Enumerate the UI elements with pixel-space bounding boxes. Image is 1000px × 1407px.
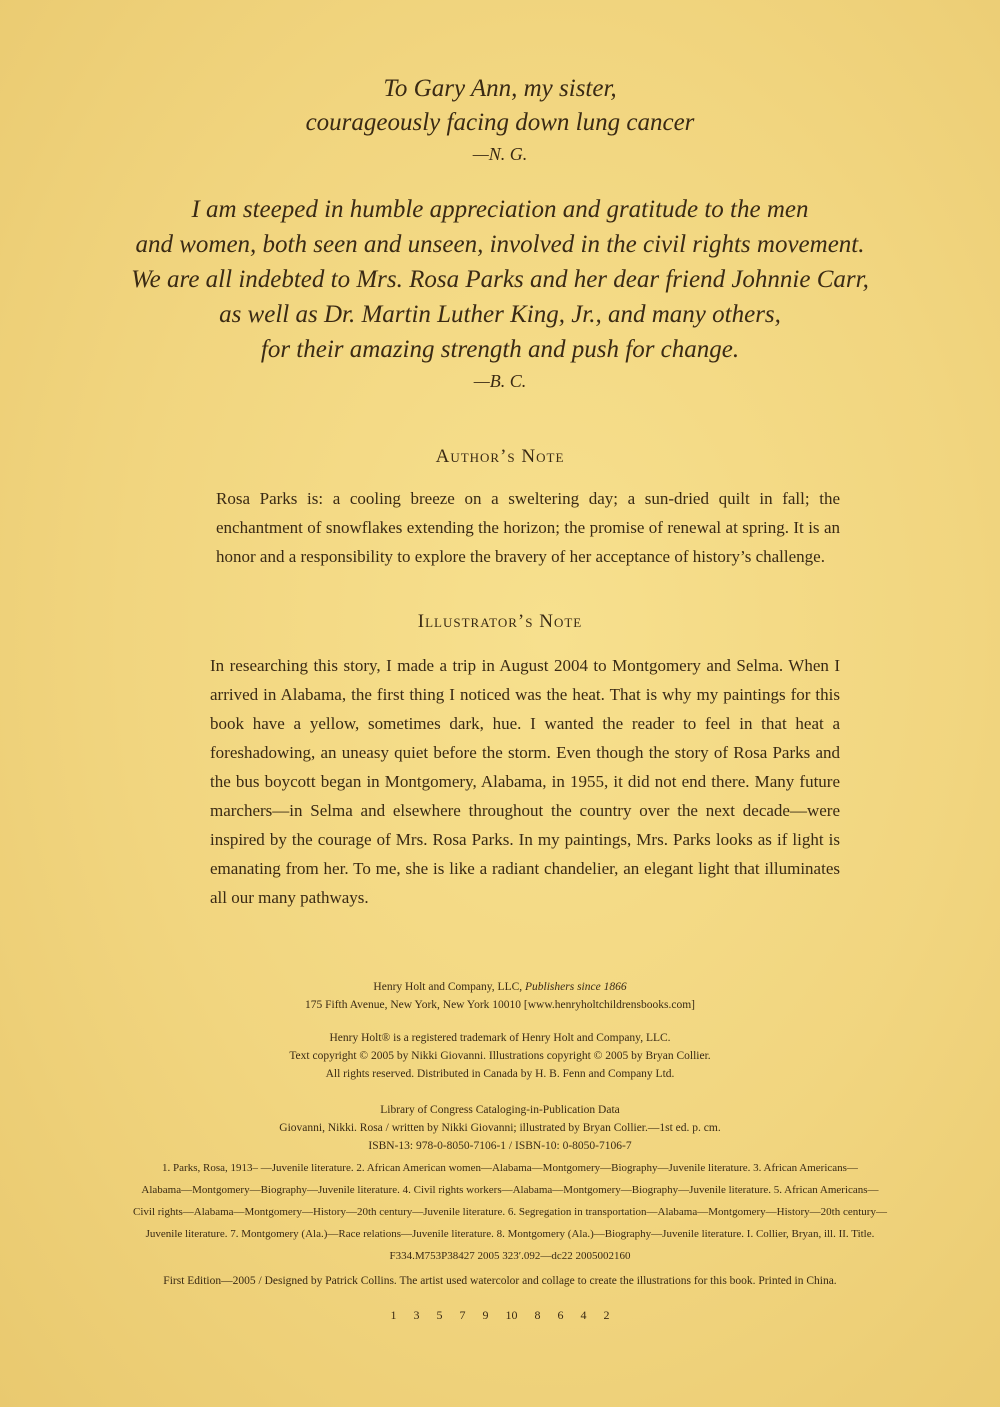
dedication-line: and women, both seen and unseen, involved in the civil rights movement. (135, 231, 865, 258)
cip-title: Library of Congress Cataloging-in-Publication Data (380, 1104, 620, 1116)
dedication-signature: —N. G. (472, 144, 528, 164)
dedication-line: I am steeped in humble appreciation and gratitude to the men (191, 196, 809, 223)
publisher-block (0, 978, 1000, 1014)
cip-subjects (60, 1157, 960, 1267)
publisher-address: 175 Fifth Avenue, New York, New York 10010 [www.henryholtchildrensbooks.com] (304, 999, 695, 1011)
authors-note-heading: Author’s Note (435, 446, 565, 467)
dedication-line: We are all indebted to Mrs. Rosa Parks and her dear friend Johnnie Carr, (131, 266, 869, 293)
dedication-bc (0, 192, 1000, 395)
cip-subject-line: Civil rights—Alabama—Montgomery—History—20th century—Juvenile literature. 6. Segregation in transportation—Alabama—Montgomery—History—20th century— (133, 1206, 887, 1218)
authors-note-text: Rosa Parks is: a cooling breeze on a sweltering day; a sun-dried quilt in fall; the enchantment of snowflakes extending the horizon; the promise of renewal at spring. It is an honor and a responsibility to explore the bravery of her acceptance of history’s challenge. (216, 489, 840, 566)
trademark-line: Henry Holt® is a registered trademark of Henry Holt and Company, LLC. (329, 1032, 671, 1044)
rights-line: All rights reserved. Distributed in Canada by H. B. Fenn and Company Ltd. (325, 1068, 675, 1080)
dedication-line: as well as Dr. Martin Luther King, Jr., and many others, (219, 301, 781, 328)
dedication-line: To Gary Ann, my sister, (383, 75, 617, 102)
illustrators-note-heading: Illustrator’s Note (417, 611, 583, 632)
cip-subject-line: Alabama—Montgomery—Biography—Juvenile literature. 4. Civil rights workers—Alabama—Montgomery—Biography—Juvenile literature. 5. African Americans— (141, 1184, 879, 1196)
dedication-line: courageously facing down lung cancer (305, 109, 695, 136)
dedication-signature: —B. C. (473, 371, 527, 391)
cip-subject-line: Juvenile literature. 7. Montgomery (Ala.)—Race relations—Juvenile literature. 8. Montgomery (Ala.)—Biography—Juvenile literature. I. Collier, Bryan, ill. II. Title. (145, 1228, 875, 1240)
cip-entry: Giovanni, Nikki. Rosa / written by Nikki Giovanni; illustrated by Bryan Collier.—1st ed. p. cm. (279, 1122, 721, 1134)
cip-subject-line: 1. Parks, Rosa, 1913– —Juvenile literature. 2. African American women—Alabama—Montgomery—Biography—Juvenile literature. 3. African Americans— (162, 1162, 858, 1174)
edition-line: First Edition—2005 / Designed by Patrick Collins. The artist used watercolor and collage to create the illustrations for this book. Printed in China. (163, 1275, 837, 1287)
publisher-name: Henry Holt and Company, LLC, (373, 981, 523, 993)
print-line: 1 3 5 7 9 10 8 6 4 2 (390, 1308, 610, 1322)
copyright-line: Text copyright © 2005 by Nikki Giovanni. Illustrations copyright © 2005 by Bryan Collier. (289, 1050, 711, 1062)
isbn-line: ISBN-13: 978-0-8050-7106-1 / ISBN-10: 0-8050-7106-7 (368, 1140, 632, 1152)
publisher-tagline: Publishers since 1866 (525, 981, 627, 993)
illustrators-note-text: In researching this story, I made a trip in August 2004 to Montgomery and Selma. When I arrived in Alabama, the first thing I noticed was the heat. That is why my paintings for this book have a yellow, sometimes dark, hue. I wanted the reader to feel in that heat a foreshadowing, an uneasy quiet before the storm. Even though the story of Rosa Parks and the bus boycott began in Montgomery, Alabama, in 1955, it did not end there. Many future marchers—in Selma and elsewhere throughout the country over the next decade—were inspired by the courage of Mrs. Rosa Parks. In my paintings, Mrs. Parks looks as if light is emanating from her. To me, she is like a radiant chandelier, an elegant light that illuminates all our many pathways. (210, 656, 840, 907)
copyright-block (0, 1029, 1000, 1083)
dedication-line: for their amazing strength and push for change. (260, 336, 740, 363)
dedication-ng (0, 72, 1000, 168)
cip-classification: F334.M753P38427 2005 323′.092—dc22 2005002160 (389, 1250, 631, 1262)
cip-header (0, 1101, 1000, 1155)
publisher-line (0, 978, 1000, 996)
